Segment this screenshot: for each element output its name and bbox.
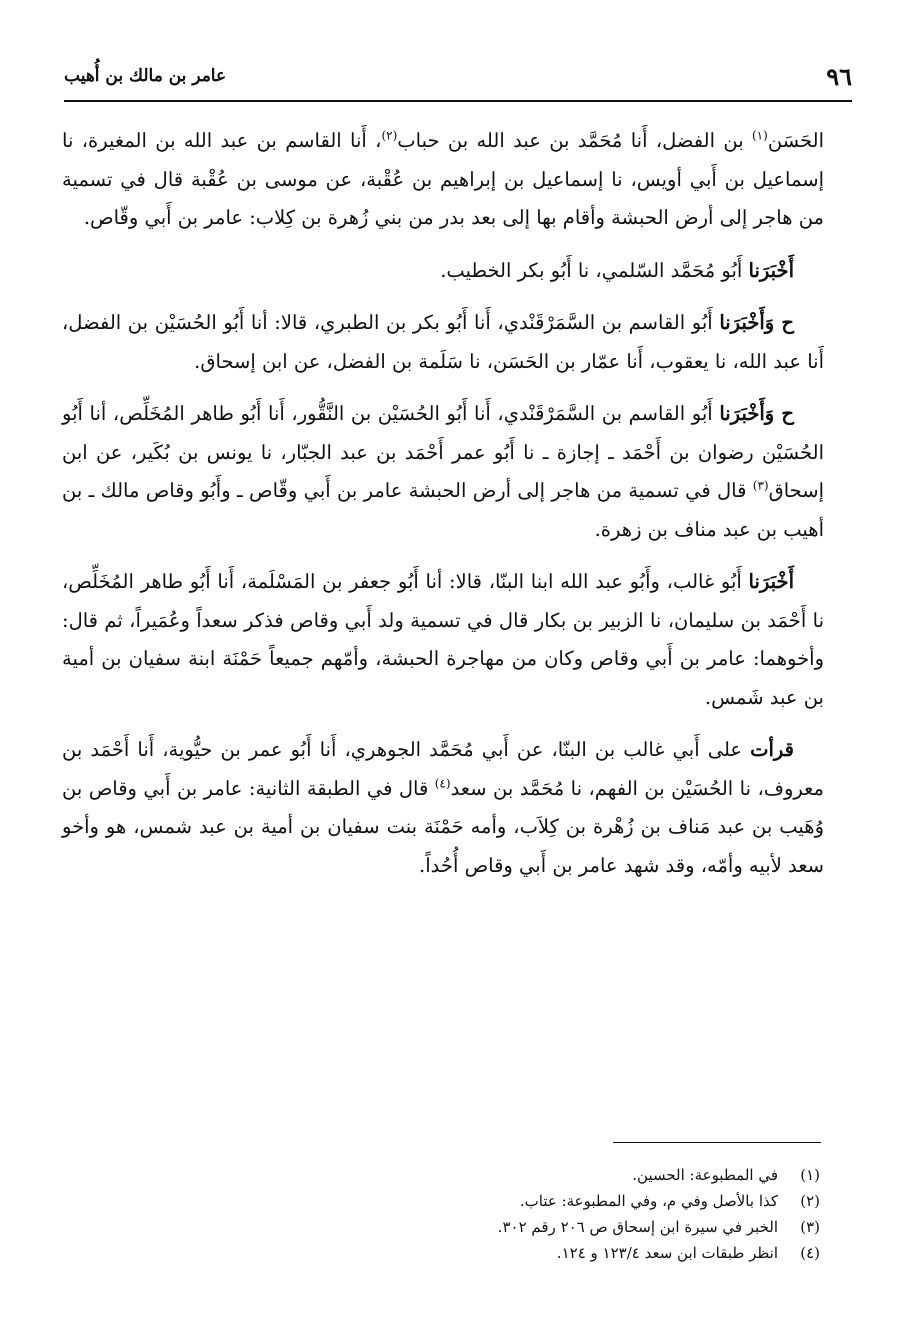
- isnad-keyword: ح وَأَخْبَرَنا: [719, 311, 795, 334]
- text-segment: قال في الطبقة الثانية: عامر بن أَبي وقاص بن وُهَيب بن عبد مَناف بن زُهْرة بن كِلاَب، وأمه حَمْنَة بنت سفيان بن أمية بن عبد شمس، هو وأخو سعد لأبيه وأمّه، وقد شهد عامر بن أَبي وقاص أُحُداً.: [62, 776, 824, 877]
- running-head: عامر بن مالك بن أُهيب: [64, 66, 227, 86]
- text-segment: على أَبي غالب بن البنّا، عن أَبي مُحَمَّد الجوهري، أَنا أَبُو عمر بن حيُّوية، أَنا أَحْمَد بن معروف، نا الحُسَيْن بن الفهم، نا مُحَمَّد بن سعد: [62, 738, 824, 800]
- text-segment: ، أَنا القاسم بن عبد الله بن المغيرة، نا إسماعيل بن أَبي أويس، نا إسماعيل بن إبراهيم بن عُقْبة، عن موسى بن عُقْبة قال في تسمية من هاجر إلى أرض الحبشة وأقام بها إلى بعد بدر من بني زُهرة بن كِلاب: عامر بن أَبي وقّاص.: [62, 129, 824, 229]
- isnad-keyword: ح وَأَخْبَرَنا: [719, 402, 794, 425]
- footnote-ref-4: (٤): [434, 776, 451, 790]
- paragraph-1: [62, 122, 824, 238]
- text-segment: بن الفضل، أَنا مُحَمَّد بن عبد الله بن حباب: [397, 129, 752, 152]
- footnote-number: (١): [800, 1166, 820, 1184]
- text-segment: قال في تسمية من هاجر إلى أرض الحبشة عامر بن أَبي وقّاص ـ وأَبُو وقاص مالك ـ بن أهيب بن عبد مناف بن زهرة.: [62, 479, 824, 541]
- isnad-keyword: أَخْبَرَنا: [748, 258, 794, 282]
- footnote-text: انظر طبقات ابن سعد ١٢٣/٤ و ١٢٤.: [556, 1244, 778, 1262]
- footnote-text: كذا بالأصل وفي م، وفي المطبوعة: عتاب.: [519, 1192, 778, 1210]
- footnote-ref-2: (٢): [381, 128, 398, 143]
- page-number: ٩٦: [826, 62, 852, 91]
- text-segment: الحَسَن: [767, 129, 824, 152]
- footnote-number: (٣): [800, 1218, 820, 1236]
- footnote-text: الخبر في سيرة ابن إسحاق ص ٢٠٦ رقم ٣٠٢.: [497, 1218, 778, 1236]
- text-segment: أَبُو مُحَمَّد السّلمي، نا أَبُو بكر الخطيب.: [440, 258, 749, 282]
- paragraph-6: [62, 731, 824, 885]
- page-header: [64, 62, 852, 102]
- footnote-number: (٢): [800, 1192, 820, 1210]
- footnote-ref-3: (٣): [752, 478, 769, 493]
- text-segment: أَبُو غالب، وأَبُو عبد الله ابنا البنّا، قالا: أنا أَبُو جعفر بن المَسْلَمة، أَنا أَبُو طاهر المُخَلِّص، نا أَحْمَد بن سليمان، نا الزبير بن بكار قال في تسمية ولد أَبي وقاص فذكر سعداً وعُمَيراً، ثم قال: وأخوهما: عامر بن أَبي وقاص وكان من مهاجرة الحبشة، وأمّهم جميعاً حَمْنَة ابنة سفيان بن أمية بن عبد شَمس.: [62, 570, 824, 709]
- footnote-ref-1: (١): [751, 128, 768, 143]
- paragraph-4: [62, 395, 824, 549]
- main-text: [62, 122, 824, 899]
- paragraph-5: [62, 563, 824, 717]
- footnotes: [300, 1162, 820, 1266]
- footnote-number: (٤): [800, 1244, 820, 1262]
- paragraph-3: [62, 304, 824, 381]
- footnote-item: [300, 1214, 820, 1240]
- text-segment: أَبُو القاسم بن السَّمَرْقَنْدي، أَنا أَبُو بكر بن الطبري، قالا: أنا أَبُو الحُسَيْن بن الفضل، أَنا عبد الله، نا يعقوب، أَنا عمّار بن الحَسَن، نا سَلَمة بن الفضل، عن ابن إسحاق.: [62, 311, 824, 373]
- footnote-separator: [613, 1142, 821, 1143]
- footnote-item: [300, 1162, 820, 1188]
- text-segment: أَبُو القاسم بن السَّمَرْقَنْدي، أَنا أَبُو الحُسَيْن بن النَّقُّور، أَنا أَبُو طاهر المُخَلِّص، أنا أَبُو الحُسَيْن رضوان بن أَحْمَد ـ إجازة ـ نا أَبُو عمر أَحْمَد بن عبد الجبّار، نا يونس بن بُكَير، عن ابن إسحاق: [62, 402, 824, 502]
- isnad-keyword: قرأت: [750, 738, 794, 761]
- paragraph-2: [62, 252, 824, 291]
- footnote-item: [300, 1188, 820, 1214]
- footnote-item: [300, 1240, 820, 1266]
- isnad-keyword: أَخْبَرَنا: [748, 570, 794, 593]
- footnote-text: في المطبوعة: الحسين.: [632, 1166, 778, 1184]
